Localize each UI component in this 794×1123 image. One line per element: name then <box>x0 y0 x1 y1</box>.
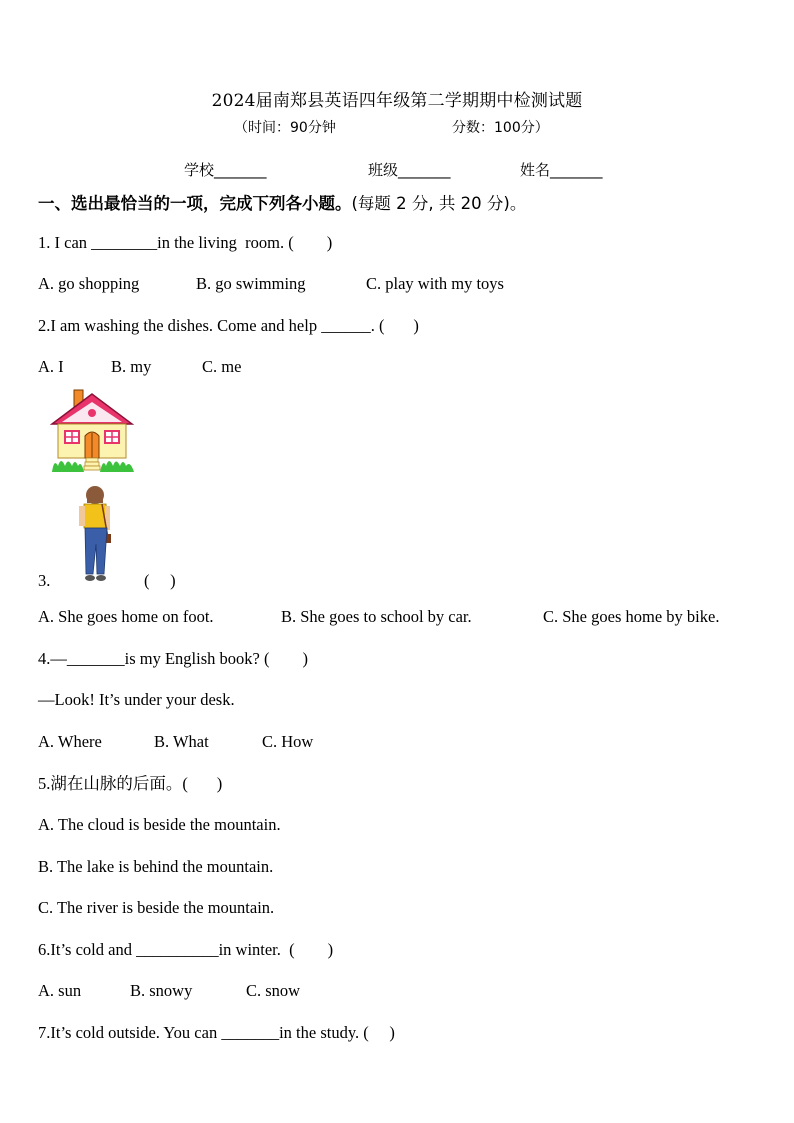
q2-option-b: B. my <box>111 357 152 376</box>
section-title: 一、选出最恰当的一项，完成下列各小题。 <box>38 194 352 213</box>
q3-option-a: A. She goes home on foot. <box>38 607 214 626</box>
q2-option-c: C. me <box>202 357 242 376</box>
q2-option-a: A. I <box>38 357 64 376</box>
name-field: 姓名_______ <box>520 161 603 179</box>
exam-score: 分数：100分） <box>452 120 549 136</box>
question-3-number: 3. <box>38 571 51 590</box>
exam-time: （时间：90分钟 <box>234 120 336 136</box>
section-heading <box>38 190 526 214</box>
q5-option-c: C. The river is beside the mountain. <box>38 898 275 917</box>
q4-option-b: B. What <box>154 732 209 751</box>
q1-option-c: C. play with my toys <box>366 274 504 293</box>
q6-option-a: A. sun <box>38 981 82 1000</box>
q4-option-a: A. Where <box>38 732 102 751</box>
q6-option-b: B. snowy <box>130 981 193 1000</box>
school-field: 学校_______ <box>184 161 267 179</box>
q5-option-a: A. The cloud is beside the mountain. <box>38 815 281 834</box>
question-7: 7.It’s cold outside. You can _______in the study. ( ) <box>38 1023 395 1042</box>
question-4: 4.—_______is my English book? ( ) <box>38 649 308 668</box>
q1-option-b: B. go swimming <box>196 274 306 293</box>
exam-title: 2024届南郑县英语四年级第二学期期中检测试题 <box>211 91 583 111</box>
q5-option-b: B. The lake is behind the mountain. <box>38 857 274 876</box>
question-4-reply: —Look! It’s under your desk. <box>38 690 235 709</box>
section-note: (每题 2 分, 共 20 分)。 <box>351 194 527 213</box>
q3-option-c: C. She goes home by bike. <box>543 607 720 626</box>
question-2: 2.I am washing the dishes. Come and help ______. ( ) <box>38 316 419 335</box>
q4-option-c: C. How <box>262 732 314 751</box>
question-6: 6.It’s cold and __________in winter. ( ) <box>38 940 334 959</box>
q3-option-b: B. She goes to school by car. <box>281 607 472 626</box>
house-icon <box>52 390 134 472</box>
q6-option-c: C. snow <box>246 981 301 1000</box>
question-3-paren: ( ) <box>144 571 176 590</box>
q1-option-a: A. go shopping <box>38 274 140 293</box>
walking-girl-icon <box>79 486 111 581</box>
class-field: 班级_______ <box>368 161 451 179</box>
question-5: 5.湖在山脉的后面。( ) <box>38 774 223 793</box>
question-1: 1. I can ________in the living room. ( ) <box>38 233 333 252</box>
house-and-girl-illustration <box>48 388 140 588</box>
